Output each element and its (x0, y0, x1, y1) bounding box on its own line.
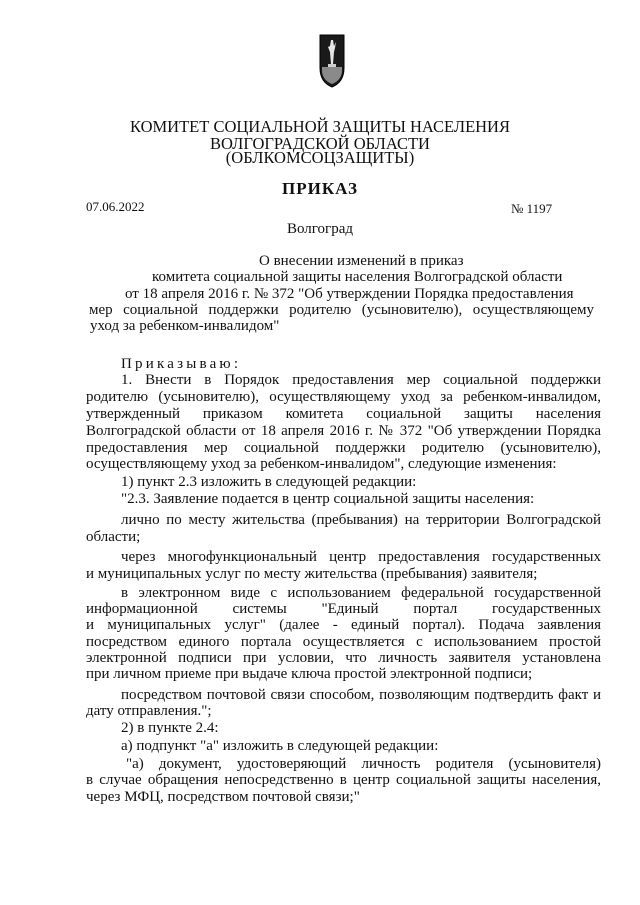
quote-2-3-intro: "2.3. Заявление подается в центр социальной защиты населения: (121, 491, 535, 507)
quote-document-line-2: в случае обращения непосредственно в центр социальной защиты населения, (86, 772, 601, 788)
quote-electronic-line-5: электронной подписи при условии, что личность заявителя установлена (86, 650, 601, 666)
document-title: ПРИКАЗ (282, 179, 358, 198)
paragraph-1-line-4: Волгоградской области от 18 апреля 2016 г. № 372 "Об утверждении Порядка (86, 423, 601, 439)
subject-line-5: уход за ребенком-инвалидом" (90, 318, 280, 334)
quote-electronic-line-1: в электронном виде с использованием федеральной государственной (121, 585, 601, 601)
org-name-line-2: ВОЛГОГРАДСКОЙ ОБЛАСТИ (210, 134, 430, 153)
org-abbreviation: (ОБЛКОМСОЦЗАЩИТЫ) (225, 148, 415, 167)
quote-post-line-1: посредством почтовой связи способом, позволяющим подтвердить факт и (121, 687, 601, 703)
quote-mfc-line-2: и муниципальных услуг по месту жительства (пребывания) заявителя; (86, 566, 538, 582)
quote-personally-line-2: области; (86, 529, 141, 545)
document-number: № 1197 (511, 201, 553, 216)
paragraph-1-line-3: утвержденный приказом комитета социальной защиты населения (86, 406, 601, 422)
paragraph-1-line-2: родителю (усыновителю), осуществляющему уход за ребенком-инвалидом, (86, 389, 601, 405)
quote-electronic-line-6: при личном приеме при выдаче ключа простой электронной подписи; (86, 666, 533, 682)
paragraph-1-line-6: осуществляющему уход за ребенком-инвалидом", следующие изменения: (86, 456, 557, 472)
org-name-line-1: КОМИТЕТ СОЦИАЛЬНОЙ ЗАЩИТЫ НАСЕЛЕНИЯ (130, 117, 510, 136)
paragraph-1-line-1: 1. Внести в Порядок предоставления мер социальной поддержки (121, 372, 601, 388)
subject-line-1: О внесении изменений в приказ (259, 253, 464, 269)
item-2: 2) в пункте 2.4: (121, 720, 219, 736)
quote-electronic-line-3: и муниципальных услуг" (далее - единый портал). Подача заявления (86, 617, 601, 633)
quote-electronic-line-2: информационной системы "Единый портал государственных (86, 601, 601, 617)
quote-document-line-3: через МФЦ, посредством почтовой связи;" (86, 789, 360, 805)
quote-personally-line-1: лично по месту жительства (пребывания) на территории Волгоградской (121, 512, 601, 528)
item-1: 1) пункт 2.3 изложить в следующей редакции: (121, 474, 417, 490)
document-city: Волгоград (286, 221, 353, 237)
quote-mfc-line-1: через многофункциональный центр предоставления государственных (121, 549, 601, 565)
item-2-a: а) подпункт "а" изложить в следующей редакции: (121, 738, 439, 754)
quote-document-line-1: "а) документ, удостоверяющий личность родителя (усыновителя) (126, 756, 601, 772)
quote-electronic-line-4: посредством единого портала осуществляется с использованием простой (86, 634, 601, 650)
subject-line-2: комитета социальной защиты населения Волгоградской области (152, 269, 563, 285)
paragraph-1-line-5: предоставления мер социальной поддержки родителю (усыновителю), (86, 440, 601, 456)
subject-line-4: мер социальной поддержки родителю (усыновителю), осуществляющему (89, 302, 594, 318)
subject-line-3: от 18 апреля 2016 г. № 372 "Об утверждении Порядка предоставления (125, 286, 574, 302)
volgograd-coat-of-arms-icon (319, 34, 345, 88)
quote-post-line-2: дату отправления."; (86, 703, 212, 719)
document-date: 07.06.2022 (86, 199, 145, 214)
order-word: Приказываю: (121, 356, 242, 372)
